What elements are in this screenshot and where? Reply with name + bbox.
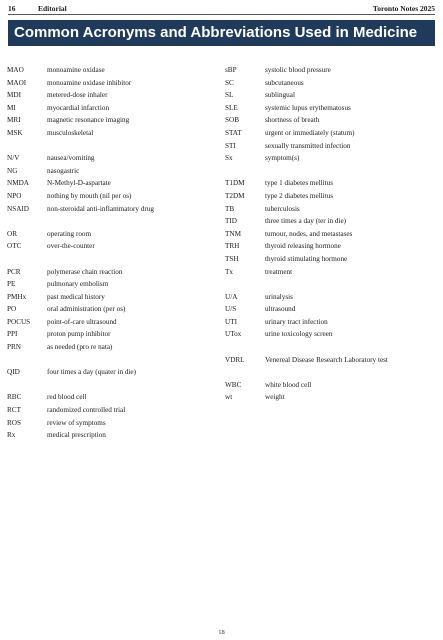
acronym-definition: review of symptoms [47,418,106,427]
acronym: RCT [7,406,21,415]
running-header [8,4,435,18]
acronym-definition: monoamine oxidase inhibitor [47,78,132,87]
acronym-definition: magnetic resonance imaging [47,116,130,125]
acronym: STI [225,141,236,150]
header-section: Editorial [38,4,67,13]
acronym: Sx [225,154,233,163]
acronym: U/S [225,305,237,314]
acronym: SLE [225,103,238,112]
acronym: MI [7,103,16,112]
acronym-definition: thyroid releasing hormone [265,242,341,251]
acronym-definition: thyroid stimulating hormone [265,254,348,263]
acronym: SOB [225,116,239,125]
acronym-definition: sexually transmitted infection [265,141,351,150]
acronym-definition: urinalysis [265,292,293,301]
acronym: STAT [225,128,242,137]
acronym-definition: musculoskeletal [47,128,94,137]
acronym: MDI [7,91,21,100]
acronym-definition: red blood cell [47,393,87,402]
acronym: PMHx [7,292,27,301]
acronym-definition: systemic lupus erythematosus [265,103,351,112]
acronym-definition: three times a day (ter in die) [265,217,347,226]
acronym: UTox [225,330,242,339]
acronym: T1DM [225,179,245,188]
acronym-definition: nausea/vomiting [47,154,95,163]
acronym: wt [225,393,233,402]
header-divider [8,14,435,15]
acronym: ROS [7,418,21,427]
acronym-definition: myocardial infarction [47,103,110,112]
acronym: SC [225,78,234,87]
header-page-number: 16 [8,4,16,13]
footer-page-number: 18 [218,629,225,636]
acronym: OTC [7,242,22,251]
acronym: TB [225,204,235,213]
acronym-definition: weight [265,393,285,402]
acronym-definition: tuberculosis [265,204,300,213]
acronym: WBC [225,380,242,389]
acronym-definition: urgent or immediately (statum) [265,128,355,137]
acronym: NG [7,166,18,175]
acronym-definition: past medical history [47,292,105,301]
acronym: sBP [225,66,237,74]
acronym-definition: sublingual [265,91,295,100]
acronym: PRN [7,343,21,352]
acronym: Rx [7,431,16,440]
acronym: QID [7,368,20,377]
acronym-definition: polymerase chain reaction [47,267,123,276]
acronym-definition: over-the-counter [47,242,95,251]
acronym-definition: symptom(s) [265,154,300,163]
acronym-definition: four times a day (quater in die) [47,368,137,377]
acronym: VDRL [225,355,245,364]
acronym: NSAID [7,204,29,213]
acronym: UTI [225,317,237,326]
acronym-definition: point-of-care ultrasound [47,317,117,326]
acronym: U/A [225,292,238,301]
acronym: PCR [7,267,21,276]
acronym: NMDA [7,179,29,188]
acronym-definition: Venereal Disease Research Laboratory test [265,355,388,364]
acronym-definition: proton pump inhibitor [47,330,111,339]
acronym: MAOI [7,78,27,87]
acronym-definition: medical prescription [47,431,106,440]
acronym: TRH [225,242,240,251]
acronym: PPI [7,330,18,339]
acronym-definition: white blood cell [265,380,312,389]
acronym-definition: type 2 diabetes mellitus [265,191,334,200]
acronym-definition: metered-dose inhaler [47,91,108,100]
acronym: NPO [7,191,22,200]
acronym-definition: tumour, nodes, and metastases [265,229,353,238]
acronym-definition: systolic blood pressure [265,66,331,74]
acronym-definition: urinary tract infection [265,317,328,326]
acronym: T2DM [225,191,245,200]
acronym-definition: treatment [265,267,293,276]
acronym: OR [7,229,17,238]
acronym-definition: operating room [47,229,92,238]
acronym: RBC [7,393,22,402]
acronym: MSK [7,128,23,137]
acronym: PE [7,280,16,289]
acronym: TNM [225,229,241,238]
acronym-definition: nasogastric [47,166,80,175]
acronym: PO [7,305,17,314]
acronym-definition: randomized controlled trial [47,406,126,415]
acronym-definition: pulmonary embolism [47,280,109,289]
acronym-definition: oral administration (per os) [47,305,126,314]
acronym: SL [225,91,234,100]
page-title: Common Acronyms and Abbreviations Used in Medicine [8,20,435,46]
acronym-definition: subcutaneous [265,78,304,87]
acronym-definition: ultrasound [265,305,296,314]
acronym-definition: type 1 diabetes mellitus [265,179,334,188]
acronym-definition: nothing by mouth (nil per os) [47,191,132,200]
acronym: TID [225,217,237,226]
acronym-definition: urine toxicology screen [265,330,333,339]
acronym: MRI [7,116,21,125]
acronym: Tx [225,267,233,276]
acronym: POCUS [7,317,31,326]
acronym-definition: N-Methyl-D-aspartate [47,179,111,188]
acronym-definition: as needed (pro re nata) [47,343,113,352]
acronym-definition: shortness of breath [265,116,320,125]
acronym: N/V [7,154,20,163]
header-book-title: Toronto Notes 2025 [372,4,435,13]
acronym: TSH [225,254,239,263]
acronym: MAO [7,66,24,74]
acronym-definition: monoamine oxidase [47,66,105,74]
acronym-definition: non-steroidal anti-inflammatory drug [47,204,154,213]
